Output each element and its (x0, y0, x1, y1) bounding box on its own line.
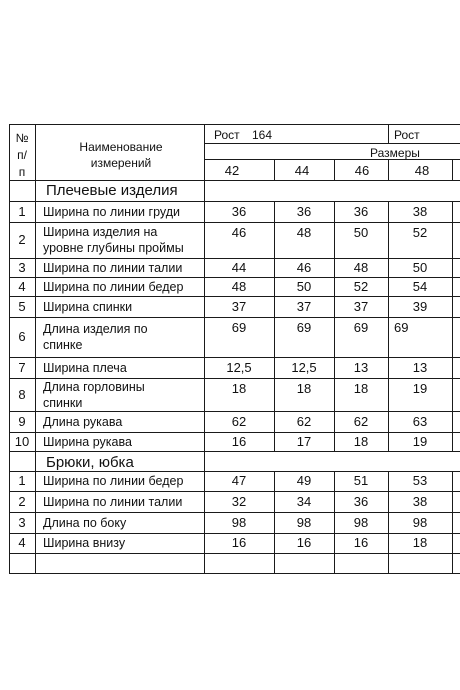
size-value: 18 (412, 535, 428, 550)
size-value: 37 (296, 298, 312, 314)
row-divider (9, 553, 460, 554)
header-no-label-2: п/ (17, 148, 27, 162)
column-divider (274, 159, 275, 180)
size-value: 51 (353, 473, 369, 488)
section-divider (9, 471, 460, 472)
size-value: 54 (412, 278, 428, 294)
size-46: 46 (354, 163, 370, 178)
row-number: 9 (18, 413, 26, 429)
size-value: 69 (231, 320, 247, 335)
column-divider (388, 159, 389, 180)
size-value: 53 (412, 473, 428, 488)
size-value: 52 (412, 225, 428, 240)
header-no-label-1: № (15, 131, 29, 145)
column-divider (334, 471, 335, 553)
header-name-label-1: Наименование (79, 140, 163, 154)
size-value: 38 (412, 493, 428, 509)
row-number: 1 (18, 473, 26, 488)
measurement-name: спинке (43, 338, 83, 352)
size-value: 69 (353, 320, 369, 335)
row-number: 3 (18, 514, 26, 530)
row-divider (9, 432, 460, 433)
column-divider (452, 553, 453, 573)
row-number: 2 (18, 493, 26, 509)
column-divider (452, 201, 453, 451)
size-value: 18 (231, 381, 247, 396)
size-value: 13 (412, 359, 428, 375)
column-divider (274, 471, 275, 553)
measurement-name: Ширина плеча (43, 360, 127, 375)
table-bottom-border (9, 573, 460, 574)
column-divider (334, 201, 335, 451)
row-number: 10 (14, 433, 30, 449)
size-value: 16 (231, 433, 247, 449)
size-value: 98 (296, 514, 312, 530)
row-divider (9, 491, 460, 492)
row-divider (9, 451, 460, 452)
measurement-name: Ширина по линии бедер (43, 279, 184, 294)
row-number: 4 (18, 535, 26, 550)
row-number: 3 (18, 259, 26, 275)
size-48: 48 (414, 163, 430, 178)
measurement-name: Ширина внизу (43, 536, 126, 550)
column-divider (452, 471, 453, 553)
size-value: 12,5 (226, 359, 252, 375)
column-divider (388, 471, 389, 553)
size-value: 39 (412, 298, 428, 314)
section-title-shoulder: Плечевые изделия (46, 182, 178, 199)
rost-divider (204, 143, 460, 144)
measurement-name: Длина горловины (43, 379, 145, 394)
size-value: 17 (296, 433, 312, 449)
size-value: 36 (353, 493, 369, 509)
size-value: 36 (231, 203, 247, 219)
row-number: 2 (18, 232, 26, 247)
size-value: 62 (231, 413, 247, 429)
row-number: 7 (18, 359, 26, 375)
measurement-name: Длина по боку (43, 515, 127, 530)
table-top-border (9, 124, 460, 125)
size-value: 34 (296, 493, 312, 509)
size-value: 16 (231, 535, 247, 550)
size-value: 19 (412, 433, 428, 449)
size-44: 44 (294, 163, 310, 178)
sizes-divider (204, 159, 460, 160)
section-divider (9, 201, 460, 202)
measurement-name: Ширина по линии талии (43, 260, 183, 275)
header-rost2-label: Рост (394, 128, 420, 142)
size-value: 47 (231, 473, 247, 488)
row-divider (9, 357, 460, 358)
row-divider (9, 317, 460, 318)
size-value: 46 (296, 259, 312, 275)
size-value: 48 (353, 259, 369, 275)
column-divider (274, 201, 275, 451)
measurement-name: уровне глубины проймы (43, 241, 184, 255)
size-value: 49 (296, 473, 312, 488)
size-value: 50 (353, 225, 369, 240)
measurement-name: Длина изделия по (43, 322, 148, 336)
column-divider (204, 124, 205, 573)
size-value: 19 (412, 381, 428, 396)
header-bottom-border (9, 180, 460, 181)
measurement-name: Ширина спинки (43, 299, 133, 314)
size-value: 36 (353, 203, 369, 219)
column-divider (388, 201, 389, 451)
header-rost-value: 164 (252, 128, 273, 142)
measurement-name: Ширина по линии бедер (43, 474, 184, 488)
header-name-label-2: измерений (90, 156, 152, 170)
size-value: 18 (296, 381, 312, 396)
header-sizes-label: Размеры (370, 146, 420, 160)
table-left-border (9, 124, 10, 573)
size-value: 50 (412, 259, 428, 275)
size-42: 42 (224, 163, 240, 178)
row-divider (9, 411, 460, 412)
row-number: 8 (18, 386, 26, 402)
row-divider (9, 533, 460, 534)
column-divider (388, 124, 389, 143)
size-value: 63 (412, 413, 428, 429)
column-divider (334, 159, 335, 180)
measurement-name: Ширина изделия на (43, 225, 158, 239)
size-value: 32 (231, 493, 247, 509)
row-number: 1 (18, 203, 26, 219)
row-number: 6 (18, 329, 26, 344)
size-value: 98 (412, 514, 428, 530)
size-value: 37 (231, 298, 247, 314)
size-value: 36 (296, 203, 312, 219)
column-divider (452, 159, 453, 180)
size-value: 12,5 (291, 359, 317, 375)
size-value: 46 (231, 225, 247, 240)
row-number: 5 (18, 298, 26, 314)
size-value: 38 (412, 203, 428, 219)
size-value: 48 (231, 278, 247, 294)
size-value: 69 (394, 320, 409, 335)
row-divider (9, 277, 460, 278)
header-rost-label: Рост (214, 128, 240, 142)
size-value: 18 (353, 433, 369, 449)
column-divider (388, 553, 389, 573)
size-value: 18 (353, 381, 369, 396)
measurement-name: Длина рукава (43, 414, 123, 429)
row-divider (9, 296, 460, 297)
row-number: 4 (18, 278, 26, 294)
row-divider (9, 512, 460, 513)
measurement-name: Ширина по линии талии (43, 494, 183, 509)
row-divider (9, 378, 460, 379)
measurement-name: спинки (43, 395, 83, 410)
column-divider (35, 124, 36, 573)
size-value: 62 (353, 413, 369, 429)
measurement-name: Ширина рукава (43, 434, 132, 449)
size-value: 62 (296, 413, 312, 429)
size-value: 98 (353, 514, 369, 530)
row-divider (9, 222, 460, 223)
size-value: 98 (231, 514, 247, 530)
size-value: 50 (296, 278, 312, 294)
size-value: 16 (353, 535, 369, 550)
row-divider (9, 258, 460, 259)
size-value: 69 (296, 320, 312, 335)
size-value: 13 (353, 359, 369, 375)
size-value: 16 (296, 535, 312, 550)
column-divider (334, 553, 335, 573)
size-value: 48 (296, 225, 312, 240)
size-value: 44 (231, 259, 247, 275)
header-no-label-3: п (18, 165, 26, 179)
size-value: 37 (353, 298, 369, 314)
measurement-name: Ширина по линии груди (43, 204, 180, 219)
section-title-trousers: Брюки, юбка (46, 454, 134, 471)
column-divider (274, 553, 275, 573)
size-value: 52 (353, 278, 369, 294)
